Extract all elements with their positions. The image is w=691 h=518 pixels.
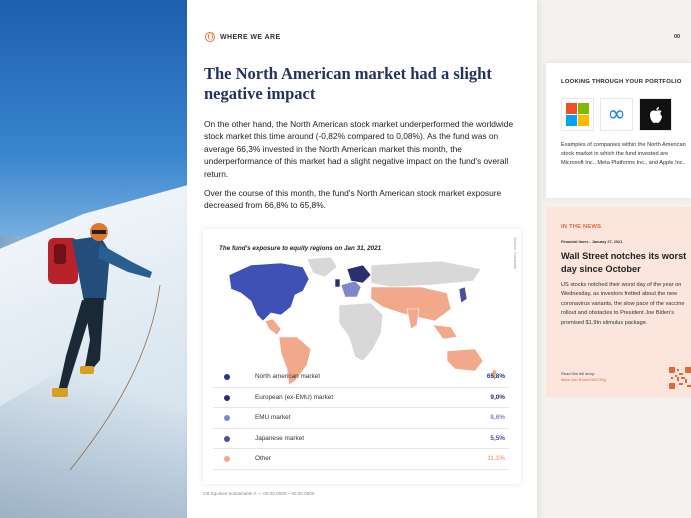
map-region-emu xyxy=(341,281,361,297)
legend-dot xyxy=(224,436,230,442)
page-footer: CB Equities Sustainable A — 00.00.0000 – 00.00.0000 xyxy=(203,491,315,496)
apple-icon xyxy=(648,106,664,124)
map-region-europe-ex-emu xyxy=(347,265,371,283)
page-number: 00 xyxy=(674,34,681,40)
news-link-label: Read this full story: xyxy=(561,371,596,376)
mountaineer-photo xyxy=(0,0,187,518)
article-paragraph: On the other hand, the North American stock market underperformed the worldwide stock market this time around (-0,82% compared to 0,08%). As the fund was on average 66,3% invested in the North American market this month, the underperformance of this market had a slight negative impact on the fund's overall return. xyxy=(204,119,514,179)
map-region-greenland xyxy=(307,257,337,277)
section-tag xyxy=(205,32,281,42)
legend-value: 11,1% xyxy=(487,455,505,462)
legend-dot xyxy=(224,415,230,421)
news-tag: IN THE NEWS xyxy=(561,224,602,230)
legend-label: North american market xyxy=(255,373,320,380)
climber-figure xyxy=(0,0,187,518)
map-region-india xyxy=(407,309,419,329)
legend-label: Other xyxy=(255,455,271,462)
portfolio-text: Examples of companies within the North American stock market in which the fund invested are Microsoft Inc., Meta Platforms Inc., and Apple Inc.. xyxy=(561,142,686,166)
legend-row xyxy=(213,367,509,388)
chart-title: The fund's exposure to equity regions on Jan 31, 2021 xyxy=(219,245,382,252)
legend-label: EMU market xyxy=(255,414,291,421)
globe-icon xyxy=(205,32,215,42)
portfolio-card xyxy=(546,63,691,198)
chart-source: Source: Candriam xyxy=(513,237,518,270)
news-source: Financial times - January 27, 2021 xyxy=(561,240,623,244)
map-region-russia xyxy=(371,261,481,287)
legend-label: Japanese market xyxy=(255,434,305,442)
legend-value: 9,0% xyxy=(490,393,505,401)
news-body: US stocks notched their worst day of the year on Wednesday, as investors fretted about the new coronavirus variants, the slow pace of the vaccine rollout and obstacles to President Joe Biden's promised $1.9tn stimulus package. xyxy=(561,282,685,326)
legend-row xyxy=(213,429,509,450)
legend-value: 65,8% xyxy=(486,373,505,380)
legend-row xyxy=(213,408,509,429)
article-body xyxy=(204,118,526,219)
map-region-north-america xyxy=(229,263,309,321)
map-region-japan xyxy=(459,287,467,303)
legend-row xyxy=(213,449,509,470)
exposure-legend xyxy=(213,367,509,470)
legend-value: 8,6% xyxy=(490,414,505,421)
legend-dot xyxy=(224,374,230,380)
legend-value: 5,5% xyxy=(490,434,505,442)
report-page xyxy=(187,0,537,518)
portfolio-title: LOOKING THROUGH YOUR PORTFOLIO xyxy=(561,79,682,85)
meta-icon: ∞ xyxy=(607,102,626,127)
meta-logo xyxy=(600,98,633,131)
apple-logo xyxy=(639,98,672,131)
exposure-chart-card xyxy=(203,229,521,484)
legend-row xyxy=(213,388,509,409)
section-label: WHERE WE ARE xyxy=(220,33,281,41)
qr-code-icon[interactable] xyxy=(669,367,691,389)
microsoft-logo xyxy=(561,98,594,131)
company-logos xyxy=(561,98,672,131)
legend-dot xyxy=(224,456,230,462)
article-title: The North American market had a slight negative impact xyxy=(204,64,492,103)
map-region-africa xyxy=(339,303,383,361)
news-headline: Wall Street notches its worst day since October xyxy=(561,251,687,274)
news-link-url[interactable]: https://on.ft.com/3IGCFfg xyxy=(561,377,606,382)
legend-label: European (ex-EMU) market xyxy=(255,393,334,401)
map-region-uk xyxy=(335,279,340,287)
article-paragraph: Over the course of this month, the fund's North American stock market exposure decreased from 66,8% to 65,8%. xyxy=(204,188,502,211)
map-region-southeast-asia xyxy=(433,325,457,339)
legend-dot xyxy=(224,395,230,401)
news-link[interactable] xyxy=(561,371,606,383)
map-region-central-america xyxy=(265,319,281,335)
